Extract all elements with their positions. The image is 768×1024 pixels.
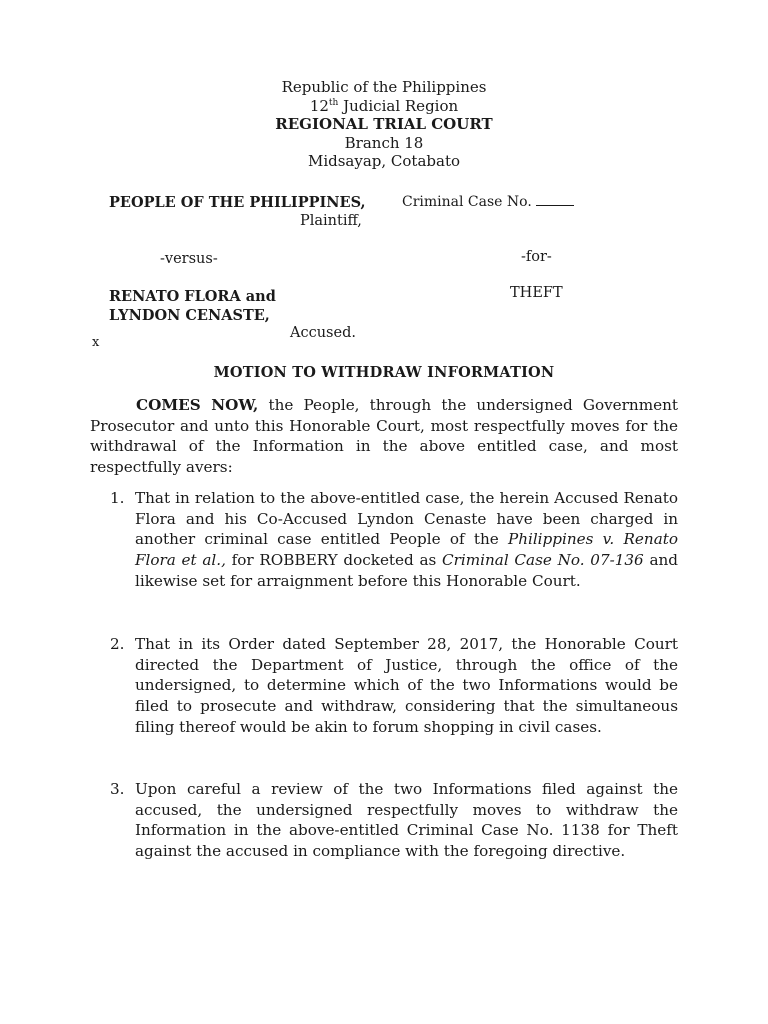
for-label: -for- <box>521 249 552 265</box>
item-number: 2. <box>110 635 125 653</box>
intro-text: the People, through the undersigned Government Prosecutor and unto this Honorable Court, most respectfully moves for the withdrawal of the Information in the above entitled case, and most respectfully avers: <box>90 396 678 477</box>
accused-role: Accused. <box>290 325 356 341</box>
header-republic: Republic of the Philippines <box>281 78 487 96</box>
criminal-case-number: Criminal Case No. <box>402 194 574 210</box>
item-text: That in its Order dated September 28, 2017, the Honorable Court directed the Department of Justice, through the office of the undersigned, to determine which of the two Informations would be filed to prosecute and withdraw, considering that the simultaneous filing thereof would be akin to forum shopping in civil cases. <box>135 635 678 736</box>
list-item <box>110 488 678 592</box>
document-title: MOTION TO WITHDRAW INFORMATION <box>213 364 555 381</box>
offense-label: THEFT <box>510 285 563 301</box>
header-location: Midsayap, Cotabato <box>307 152 461 170</box>
header-branch: Branch 18 <box>344 133 424 152</box>
case-number-blank <box>536 195 574 206</box>
plaintiff-role: Plaintiff, <box>300 213 362 229</box>
header-court-name: REGIONAL TRIAL COURT <box>275 115 493 133</box>
header-judicial-region: 12th Judicial Region <box>309 96 459 115</box>
item-text: That in relation to the above-entitled case, the herein Accused Renato Flora and his Co-Accused Lyndon Cenaste have been charged in another criminal case entitled People of the Philippines v. Renato Flora et al., for ROBBERY docketed as Criminal Case No. 07-136 and likewise set for arraignment before this Honorable Court. <box>135 489 678 590</box>
item-number: 3. <box>110 780 125 798</box>
caption-x-mark: x <box>92 335 100 350</box>
intro-lead: COMES NOW, <box>136 396 259 414</box>
intro-paragraph <box>90 395 678 478</box>
accused-name-2: LYNDON CENASTE, <box>109 307 270 324</box>
item-text: Upon careful a review of the two Informations filed against the accused, the undersigned respectfully moves to withdraw the Information in the above-entitled Criminal Case No. 1138 for Theft against the accused in compliance with the foregoing directive. <box>135 780 678 861</box>
plaintiff-name: PEOPLE OF THE PHILIPPINES, <box>109 194 366 211</box>
court-header <box>0 78 768 171</box>
list-item <box>110 779 678 862</box>
item-number: 1. <box>110 489 125 507</box>
accused-name-1: RENATO FLORA and <box>109 288 276 305</box>
list-item <box>110 634 678 738</box>
versus-label: -versus- <box>160 251 218 267</box>
